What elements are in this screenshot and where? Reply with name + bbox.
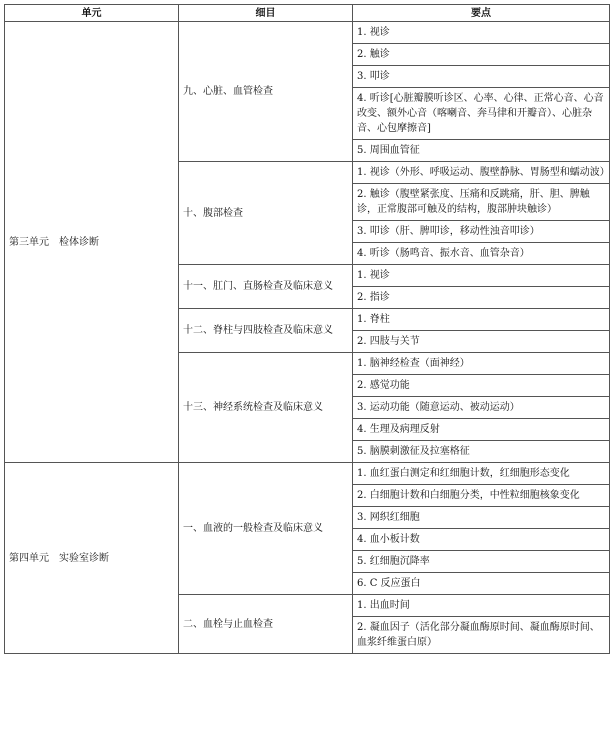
point-cell: 5. 红细胞沉降率 [353,551,610,573]
point-cell: 2. 感觉功能 [353,375,610,397]
point-cell: 3. 运动功能（随意运动、被动运动） [353,397,610,419]
subitem-cell: 九、心脏、血管检查 [179,22,353,162]
point-cell: 1. 视诊（外形、呼吸运动、腹壁静脉、胃肠型和蠕动波） [353,162,610,184]
point-cell: 2. 指诊 [353,287,610,309]
point-cell: 5. 脑膜刺激征及拉塞格征 [353,441,610,463]
subitem-cell: 二、血栓与止血检查 [179,595,353,654]
point-cell: 3. 网织红细胞 [353,507,610,529]
point-cell: 3. 叩诊 [353,66,610,88]
subitem-cell: 十二、脊柱与四肢检查及临床意义 [179,309,353,353]
point-cell: 1. 出血时间 [353,595,610,617]
unit-cell: 第三单元 检体诊断 [5,22,179,463]
point-cell: 2. 触诊（腹壁紧张度、压痛和反跳痛，肝、胆、脾触诊，正常腹部可触及的结构，腹部肿块触诊） [353,184,610,221]
subitem-cell: 十三、神经系统检查及临床意义 [179,353,353,463]
header-row [5,5,610,22]
point-cell: 1. 脑神经检查（面神经） [353,353,610,375]
point-cell: 6. C 反应蛋白 [353,573,610,595]
point-cell: 1. 血红蛋白测定和红细胞计数，红细胞形态变化 [353,463,610,485]
unit-cell: 第四单元 实验室诊断 [5,463,179,654]
point-cell: 3. 叩诊（肝、脾叩诊，移动性浊音叩诊） [353,221,610,243]
table-row [5,22,610,44]
subitem-cell: 十一、肛门、直肠检查及临床意义 [179,265,353,309]
syllabus-table [4,4,610,654]
subitem-cell: 一、血液的一般检查及临床意义 [179,463,353,595]
point-cell: 2. 触诊 [353,44,610,66]
point-cell: 1. 视诊 [353,265,610,287]
point-cell: 2. 凝血因子（活化部分凝血酶原时间、凝血酶原时间、血浆纤维蛋白原） [353,617,610,654]
point-cell: 2. 四肢与关节 [353,331,610,353]
subitem-cell: 十、腹部检查 [179,162,353,265]
point-cell: 1. 脊柱 [353,309,610,331]
point-cell: 4. 血小板计数 [353,529,610,551]
header-points: 要点 [353,5,610,22]
point-cell: 4. 听诊[心脏瓣膜听诊区、心率、心律、正常心音、心音改变、额外心音（喀喇音、奔马律和开瓣音）、心脏杂音、心包摩擦音] [353,88,610,140]
header-subitem: 细目 [179,5,353,22]
point-cell: 4. 听诊（肠鸣音、振水音、血管杂音） [353,243,610,265]
point-cell: 2. 白细胞计数和白细胞分类，中性粒细胞核象变化 [353,485,610,507]
point-cell: 1. 视诊 [353,22,610,44]
point-cell: 4. 生理及病理反射 [353,419,610,441]
header-unit: 单元 [5,5,179,22]
table-row [5,463,610,485]
point-cell: 5. 周围血管征 [353,140,610,162]
